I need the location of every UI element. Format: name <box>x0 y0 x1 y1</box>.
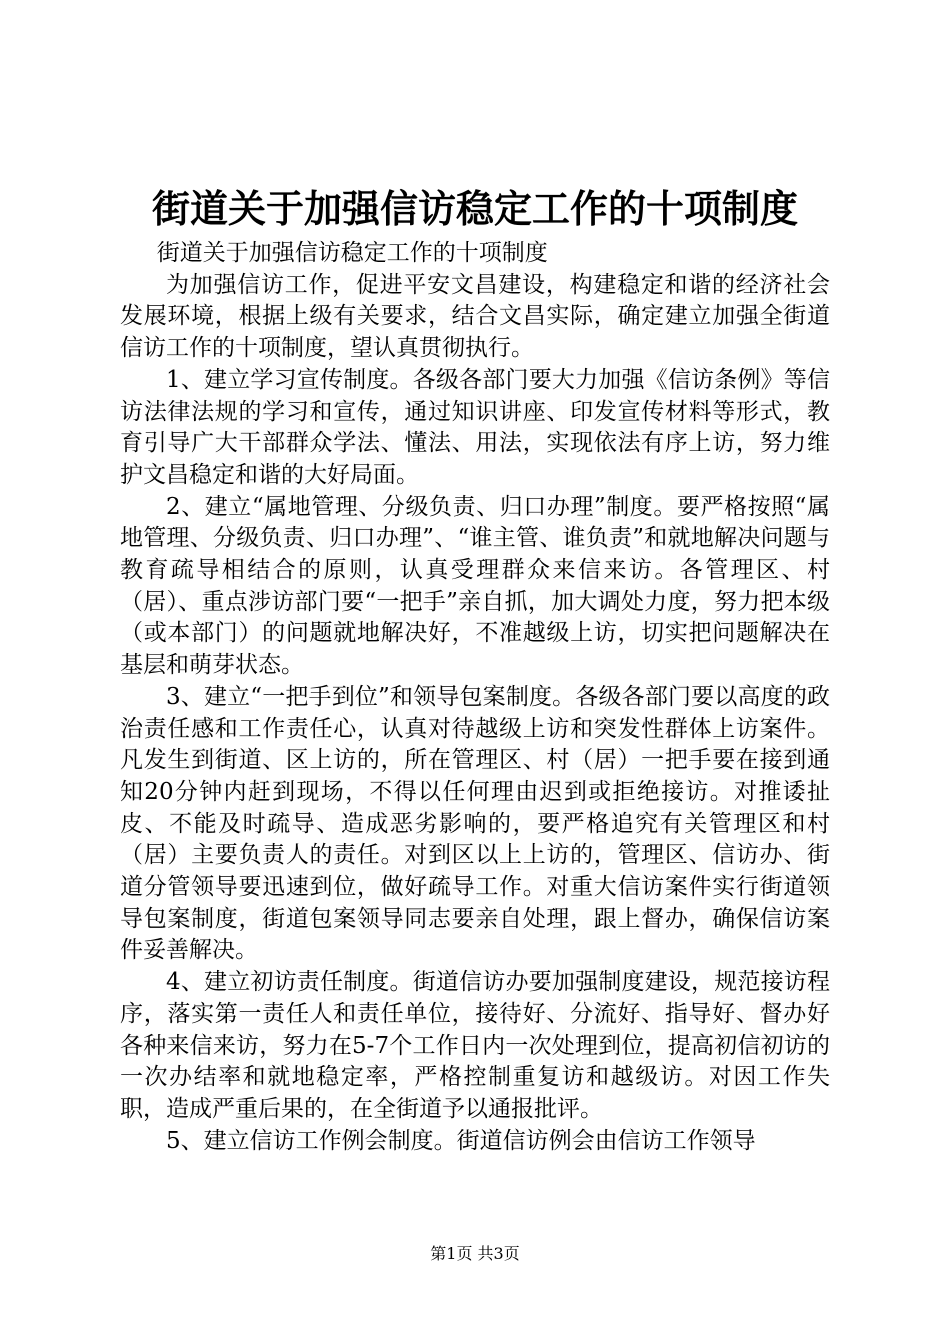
page-footer: 第1页 共3页 <box>430 1244 520 1263</box>
paragraph-item-2: 2、建立“属地管理、分级负责、归口办理”制度。要严格按照“属地管理、分级负责、归口办理”、“谁主管、谁负责”和就地解决问题与教育疏导相结合的原则，认真受理群众来信来访。各管理区、村（居）、重点涉访部门要“一把手”亲自抓，加大调处力度，努力把本级（或本部门）的问题就地解决好，不准越级上访，切实把问题解决在基层和萌芽状态。 <box>120 493 830 679</box>
paragraph-item-5: 5、建立信访工作例会制度。街道信访例会由信访工作领导 <box>166 1127 756 1154</box>
document-title: 街道关于加强信访稳定工作的十项制度 <box>151 186 798 231</box>
paragraph-item-1: 1、建立学习宣传制度。各级各部门要大力加强《信访条例》等信访法律法规的学习和宣传，通过知识讲座、印发宣传材料等形式，教育引导广大干部群众学法、懂法、用法，实现依法有序上访，努力维护文昌稳定和谐的大好局面。 <box>120 366 830 488</box>
paragraph-item-4: 4、建立初访责任制度。街道信访办要加强制度建设，规范接访程序，落实第一责任人和责任单位，接待好、分流好、指导好、督办好各种来信来访，努力在5-7个工作日内一次处理到位，提高初信初访的一次办结率和就地稳定率，严格控制重复访和越级访。对因工作失职，造成严重后果的，在全街道予以通报批评。 <box>120 969 830 1122</box>
paragraph-intro: 为加强信访工作，促进平安文昌建设，构建稳定和谐的经济社会发展环境，根据上级有关要求，结合文昌实际，确定建立加强全街道信访工作的十项制度，望认真贯彻执行。 <box>120 271 830 362</box>
document-subtitle: 街道关于加强信访稳定工作的十项制度 <box>156 240 548 266</box>
document-body <box>120 238 830 1157</box>
paragraph-item-3: 3、建立“一把手到位”和领导包案制度。各级各部门要以高度的政治责任感和工作责任心，认真对待越级上访和突发性群体上访案件。凡发生到街道、区上访的，所在管理区、村（居）一把手要在接到通知20分钟内赶到现场，不得以任何理由迟到或拒绝接访。对推诿扯皮、不能及时疏导、造成恶劣影响的，要严格追究有关管理区和村（居）主要负责人的责任。对到区以上上访的，管理区、信访办、街道分管领导要迅速到位，做好疏导工作。对重大信访案件实行街道领导包案制度，街道包案领导同志要亲自处理，跟上督办，确保信访案件妥善解决。 <box>120 683 830 964</box>
